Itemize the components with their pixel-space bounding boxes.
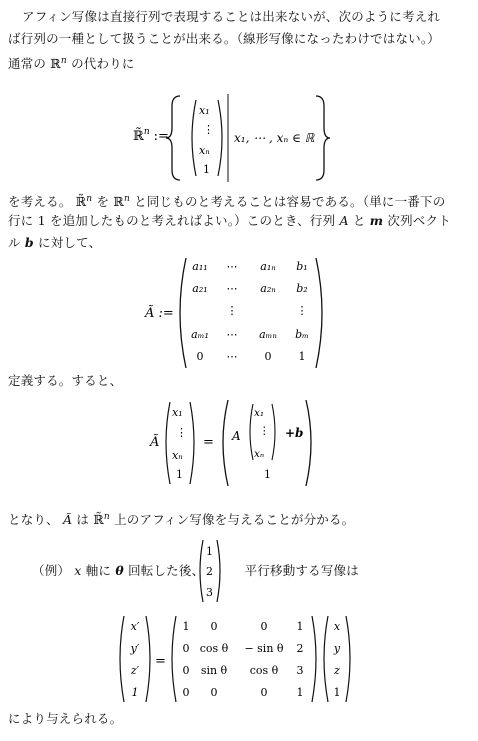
para2-line2: 行に 1 を追加したものと考えればよい。）このとき、行列 A と m 次列ベクト xyxy=(8,213,451,228)
matrix-entry: 1 xyxy=(333,686,341,699)
text: の代わりに xyxy=(71,56,135,72)
matrix-entry: ⋯ xyxy=(226,350,238,363)
matrix-entry: aₘ₁ xyxy=(191,328,209,341)
matrix-entry: 1 xyxy=(298,350,306,363)
matrix-entry: 0 xyxy=(182,642,190,655)
matrix-paren-left xyxy=(180,258,186,368)
para5: により与えられる。 xyxy=(8,711,123,726)
svg-text:x₁: x₁ xyxy=(172,406,183,419)
svg-text:1: 1 xyxy=(176,468,183,481)
left-brace xyxy=(166,96,180,180)
matrix-entry: 3 xyxy=(296,664,304,677)
svg-text:⋮: ⋮ xyxy=(259,425,270,437)
eq-lhs: Ã xyxy=(150,435,160,450)
rotation-translation-equation xyxy=(0,614,478,706)
svg-text:3: 3 xyxy=(206,586,213,599)
svg-text:=: = xyxy=(155,654,166,669)
set-definition-equation xyxy=(0,88,478,188)
svg-text:2: 2 xyxy=(206,565,213,578)
svg-text:xₙ: xₙ xyxy=(254,448,265,460)
matrix-entry: ⋯ xyxy=(226,282,238,295)
right-brace xyxy=(316,96,330,180)
para1-line1 xyxy=(8,6,470,28)
matrix-entry: ⋮ xyxy=(226,304,238,317)
matrix-entry: aₘₙ xyxy=(259,328,277,341)
tilde-Rn-lhs: ℝ̃$^n$ := xyxy=(133,127,169,144)
para1-line2 xyxy=(8,28,470,50)
matrix-entry: 0 xyxy=(210,620,218,633)
matrix-entry: 0 xyxy=(260,620,268,633)
matrix-entry: 2 xyxy=(296,642,304,655)
text: アフィン写像は直接行列で表現することは出来ないが、次のように考えれ xyxy=(22,9,441,24)
text: 通常の xyxy=(8,56,47,72)
svg-text:1: 1 xyxy=(206,545,213,558)
svg-text:A: A xyxy=(232,429,241,443)
affine-equation xyxy=(0,396,478,492)
matrix-paren-right xyxy=(316,258,322,368)
matrix-entry: a₁ₙ xyxy=(260,260,276,273)
vec-entry: x₁ xyxy=(199,104,210,117)
para2-line3: ル b に対して、 xyxy=(8,235,102,250)
svg-text:=: = xyxy=(203,435,214,450)
para2-line1: を考える。 ℝ̃$^n$ を ℝ$^n$ と同じものと考えることは容易である。（単に一番下の xyxy=(8,194,446,210)
matrix-entry: a₂₁ xyxy=(192,282,208,295)
vec-paren-right xyxy=(218,100,222,176)
matrix-entry: a₂ₙ xyxy=(260,282,276,295)
set-condition: x₁, ⋯ , xₙ ∈ ℝ xyxy=(234,131,315,145)
matrix-entry: x′ xyxy=(130,620,140,633)
Rn-symbol: ℝ$^n$ xyxy=(50,56,67,72)
matrix-entry: ⋯ xyxy=(226,328,238,341)
matrix-entry: cos θ xyxy=(199,642,229,655)
svg-text:+b: +b xyxy=(285,426,304,440)
svg-text:x₁: x₁ xyxy=(254,407,265,419)
matrix-entry: 0 xyxy=(182,664,190,677)
matrix-entry: 0 xyxy=(196,350,204,363)
svg-text:⋮: ⋮ xyxy=(176,426,187,439)
svg-text:1: 1 xyxy=(264,468,271,481)
matrix-entry: ⋮ xyxy=(296,304,308,317)
matrix-entry: z′ xyxy=(130,664,140,677)
matrix-entry: sin θ xyxy=(200,664,228,677)
matrix-entry: a₁₁ xyxy=(192,260,208,273)
matrix-entry: 0 xyxy=(260,686,268,699)
text: ば行列の一種として扱うことが出来る。（線形写像になったわけではない。） xyxy=(8,31,441,46)
matrix-entry: − sin θ xyxy=(244,642,284,655)
matrix-entry: x xyxy=(333,620,341,633)
matrix-lhs: Ã := xyxy=(145,306,174,321)
matrix-entry: y xyxy=(333,642,341,655)
vec-entry: 1 xyxy=(203,163,210,176)
matrix-entry: 1 xyxy=(131,686,139,699)
matrix-A-tilde xyxy=(0,254,478,372)
vec-entry: ⋮ xyxy=(203,123,214,136)
matrix-entry: cos θ xyxy=(249,664,279,677)
para3: 定義する。すると、 xyxy=(8,373,123,388)
vec-entry: xₙ xyxy=(199,144,210,157)
matrix-entry: 0 xyxy=(182,686,190,699)
matrix-entry: 1 xyxy=(296,686,304,699)
matrix-entry: bₘ xyxy=(295,328,309,341)
matrix-entry: y′ xyxy=(130,642,140,655)
matrix-entry: 1 xyxy=(296,620,304,633)
matrix-entry: b₂ xyxy=(296,282,308,295)
matrix-entry: b₁ xyxy=(296,260,308,273)
matrix-entry: ⋯ xyxy=(226,260,238,273)
para4: となり、 Ã は ℝ̃$^n$ 上のアフィン写像を与えることが分かる。 xyxy=(8,512,355,528)
matrix-entry: 0 xyxy=(210,686,218,699)
example-translation-vector xyxy=(196,538,224,604)
para1-line3 xyxy=(8,50,470,75)
matrix-entry: 1 xyxy=(182,620,190,633)
matrix-entry: 0 xyxy=(264,350,272,363)
example-line: （例） x 軸に θ 回転した後、 平行移動する写像は xyxy=(32,563,359,578)
svg-text:xₙ: xₙ xyxy=(172,449,183,462)
matrix-entry: z xyxy=(334,664,340,677)
vec-paren-left xyxy=(192,100,196,176)
